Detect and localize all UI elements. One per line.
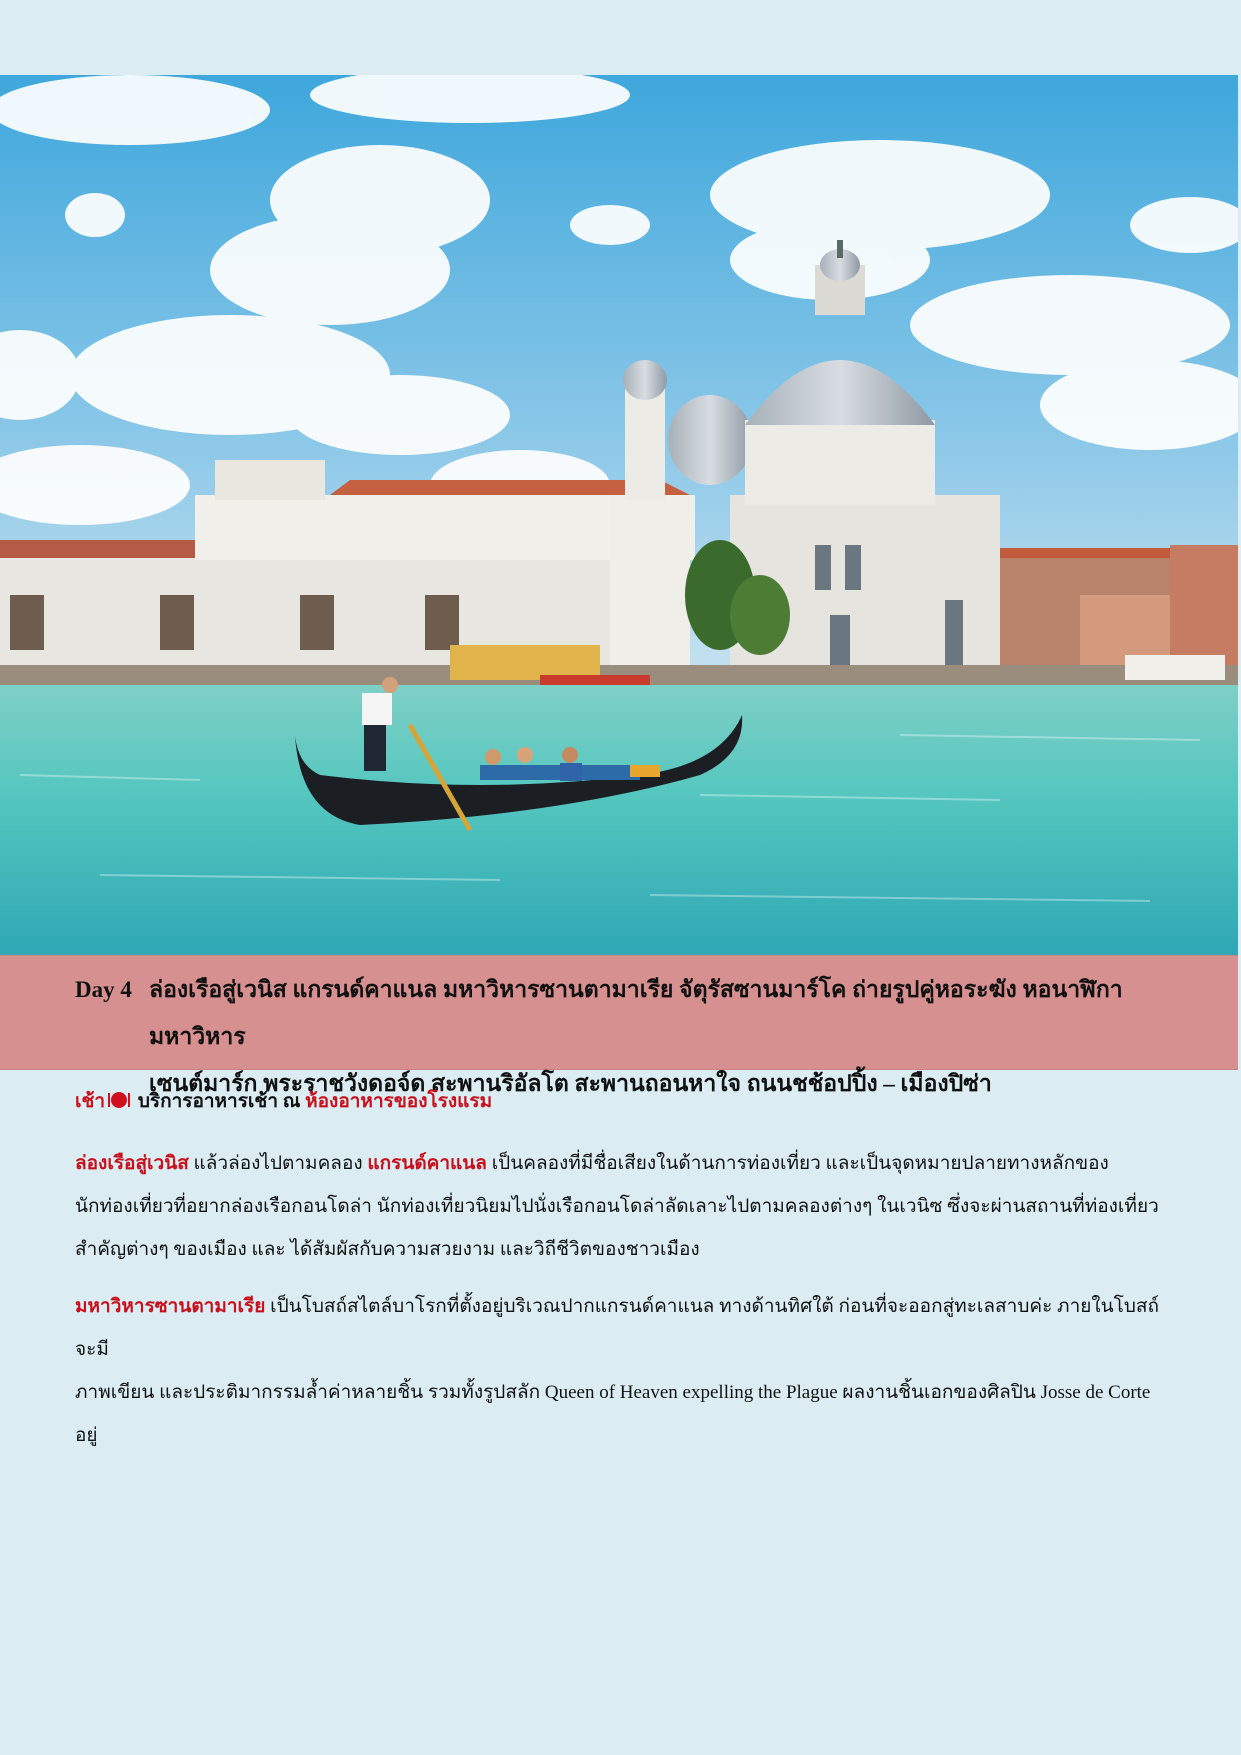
- paragraph-gondola: [75, 1142, 1175, 1271]
- venice-photo: [0, 75, 1238, 955]
- grand-canal-highlight: แกรนด์คาแนล: [367, 1153, 487, 1174]
- paragraph-line: นักท่องเที่ยวที่อยากล่องเรือกอนโดล่า นักท่องเที่ยวนิยมไปนั่งเรือกอนโดล่าลัดเลาะไปตามคลองต่างๆ ในเวนิซ ซึ่งจะผ่านสถานที่ท่องเที่ยว: [75, 1196, 1159, 1217]
- day-banner: [0, 955, 1238, 1096]
- day-title-line1: ล่องเรือสู่เวนิส แกรนด์คาแนล มหาวิหารซานตามาเรีย จัตุรัสซานมาร์โค ถ่ายรูปคู่หอระฆัง หอนาฬิกา มหาวิหาร: [149, 977, 1123, 1049]
- breakfast-text: บริการอาหารเช้า ณ: [137, 1091, 301, 1112]
- paragraph-line: สำคัญต่างๆ ของเมือง และ ได้สัมผัสกับความสวยงาม และวิถีชีวิตของชาวเมือง: [75, 1239, 700, 1260]
- day-label: Day 4: [75, 977, 132, 1002]
- day-title: [149, 966, 1149, 1107]
- paragraph-title: มหาวิหารซานตามาเรีย: [75, 1296, 266, 1317]
- paragraph-text: เป็นคลองที่มีชื่อเสียงในด้านการท่องเที่ยว และเป็นจุดหมายปลายทางหลักของ: [486, 1153, 1109, 1174]
- breakfast-time: เช้า: [75, 1091, 106, 1112]
- breakfast-place: ห้องอาหารของโรงแรม: [305, 1091, 493, 1112]
- dish-icon: [107, 1090, 131, 1110]
- paragraph-line: ภาพเขียน และประติมากรรมล้ำค่าหลายชิ้น รวมทั้งรูปสลัก Queen of Heaven expelling the Plague ผลงานชิ้นเอกของศิลปิน Josse de Corte อยู่: [75, 1382, 1151, 1446]
- paragraph-santa-maria: [75, 1285, 1175, 1457]
- paragraph-line: [75, 1285, 1175, 1371]
- breakfast-line: [75, 1087, 1175, 1117]
- day-title-line2: เซนต์มาร์ก พระราชวังดอจ์ด สะพานริอัลโต สะพานถอนหาใจ ถนนชช้อปปิ้ง – เมืองปิซ่า: [149, 1071, 992, 1096]
- paragraph-line: [75, 1142, 1175, 1185]
- paragraph-title: ล่องเรือสู่เวนิส: [75, 1153, 189, 1174]
- paragraph-text: เป็นโบสถ์สไตล์บาโรกที่ตั้งอยู่บริเวณปากแกรนด์คาแนล ทางด้านทิศใต้ ก่อนที่จะออกสู่ทะเลสาบค่ะ ภายในโบสถ์จะมี: [75, 1296, 1159, 1360]
- paragraph-text: แล้วล่องไปตามคลอง: [188, 1153, 368, 1174]
